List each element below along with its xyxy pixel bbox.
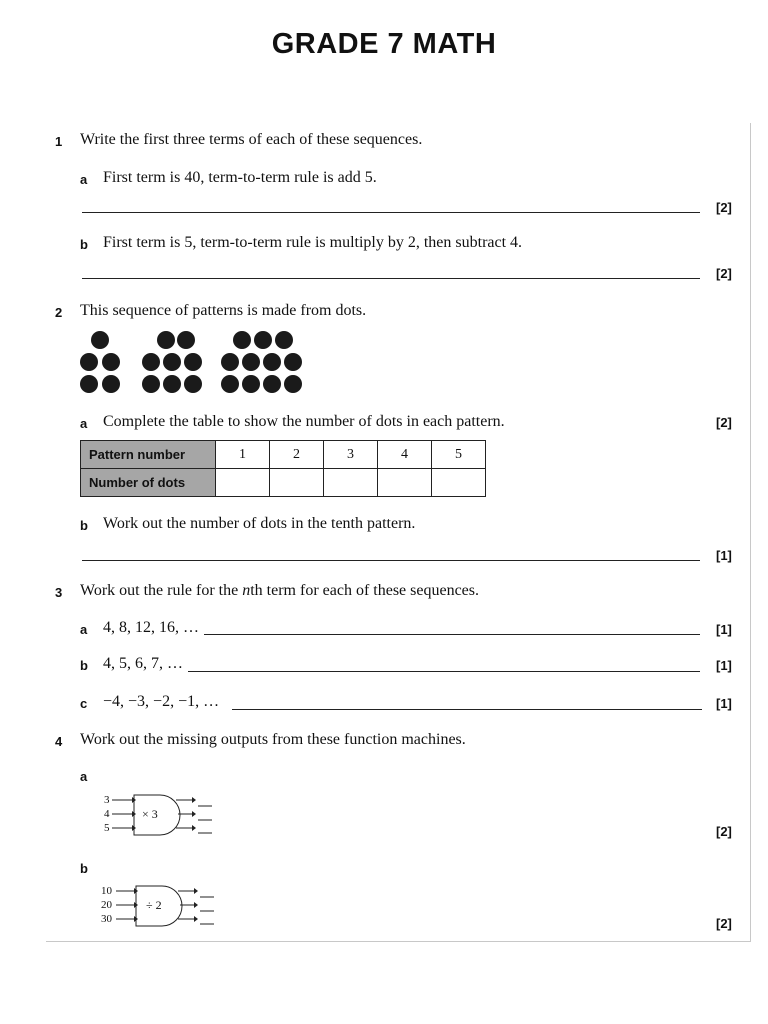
- mark-4a: [2]: [716, 824, 732, 839]
- mark-2b: [1]: [716, 548, 732, 563]
- question-1b-label: b: [80, 237, 88, 252]
- table-cell-dots-3[interactable]: [324, 469, 378, 497]
- page-title: GRADE 7 MATH: [271, 28, 497, 60]
- mark-4b: [2]: [716, 916, 732, 931]
- table-cell-dots-2[interactable]: [270, 469, 324, 497]
- function-machine-a: [96, 793, 226, 837]
- function-machine-b: [96, 884, 226, 928]
- question-2-number: 2: [55, 305, 63, 320]
- question-4b-label: b: [80, 861, 88, 876]
- question-3-number: 3: [55, 585, 63, 600]
- dot-patterns-figure: [78, 330, 308, 396]
- question-3a-text: 4, 8, 12, 16, …: [103, 619, 199, 636]
- dot-pattern-1: [80, 331, 120, 393]
- question-3-text-end: th term for each of these sequences.: [250, 582, 480, 599]
- machine-b-input-2: 20: [101, 899, 112, 911]
- mark-3b: [1]: [716, 658, 732, 673]
- table-cell-pattern-1: 1: [216, 441, 270, 469]
- question-4-text: Work out the missing outputs from these function machines.: [80, 731, 466, 748]
- machine-a-input-2: 4: [104, 808, 110, 820]
- question-3b-label: b: [80, 658, 88, 673]
- question-2b-text: Work out the number of dots in the tenth pattern.: [103, 515, 416, 532]
- table-row: [81, 441, 486, 469]
- machine-b-input-1: 10: [101, 885, 112, 897]
- question-3c-text: −4, −3, −2, −1, …: [103, 693, 220, 710]
- machine-b-operation: ÷ 2: [146, 898, 162, 912]
- machine-a-input-1: 3: [104, 794, 110, 806]
- question-1-text: Write the first three terms of each of these sequences.: [80, 131, 423, 148]
- table-cell-pattern-4: 4: [378, 441, 432, 469]
- answer-line-1a[interactable]: [82, 212, 700, 213]
- answer-line-3a[interactable]: [204, 634, 700, 635]
- answer-line-3c[interactable]: [232, 709, 702, 710]
- mark-2a: [2]: [716, 415, 732, 430]
- table-cell-dots-4[interactable]: [378, 469, 432, 497]
- question-3c-label: c: [80, 696, 88, 711]
- table-cell-dots-1[interactable]: [216, 469, 270, 497]
- question-1b-text: First term is 5, term-to-term rule is multiply by 2, then subtract 4.: [103, 234, 523, 251]
- question-3b-text: 4, 5, 6, 7, …: [103, 655, 183, 672]
- answer-line-1b[interactable]: [82, 278, 700, 279]
- question-3-text: [80, 582, 479, 600]
- table-cell-pattern-2: 2: [270, 441, 324, 469]
- question-2b-label: b: [80, 518, 88, 533]
- machine-a-operation: × 3: [142, 807, 158, 821]
- dot-pattern-3: [221, 331, 302, 393]
- question-2-text: This sequence of patterns is made from dots.: [80, 302, 367, 319]
- question-3a-label: a: [80, 622, 88, 637]
- question-1-number: 1: [55, 134, 63, 149]
- question-2a-label: a: [80, 416, 88, 431]
- question-1a-label: a: [80, 172, 88, 187]
- mark-1a: [2]: [716, 200, 732, 215]
- answer-line-3b[interactable]: [188, 671, 700, 672]
- table-header-pattern-number: Pattern number: [81, 441, 216, 469]
- table-cell-pattern-5: 5: [432, 441, 486, 469]
- question-2a-text: Complete the table to show the number of dots in each pattern.: [103, 413, 505, 430]
- table-cell-dots-5[interactable]: [432, 469, 486, 497]
- question-4-number: 4: [55, 734, 63, 749]
- dots-table: [80, 440, 486, 497]
- machine-a-input-3: 5: [104, 822, 110, 834]
- mark-1b: [2]: [716, 266, 732, 281]
- dot-pattern-2: [142, 331, 202, 393]
- mark-3c: [1]: [716, 696, 732, 711]
- table-cell-pattern-3: 3: [324, 441, 378, 469]
- machine-b-input-3: 30: [101, 913, 112, 925]
- question-3-text-n: n: [242, 582, 251, 599]
- question-1a-text: First term is 40, term-to-term rule is add 5.: [103, 169, 377, 186]
- table-row: [81, 469, 486, 497]
- question-4a-label: a: [80, 769, 88, 784]
- answer-line-2b[interactable]: [82, 560, 700, 561]
- mark-3a: [1]: [716, 622, 732, 637]
- table-header-number-of-dots: Number of dots: [81, 469, 216, 497]
- function-machine-a-drawing: [96, 793, 226, 837]
- question-3-text-start: Work out the rule for the: [80, 582, 243, 599]
